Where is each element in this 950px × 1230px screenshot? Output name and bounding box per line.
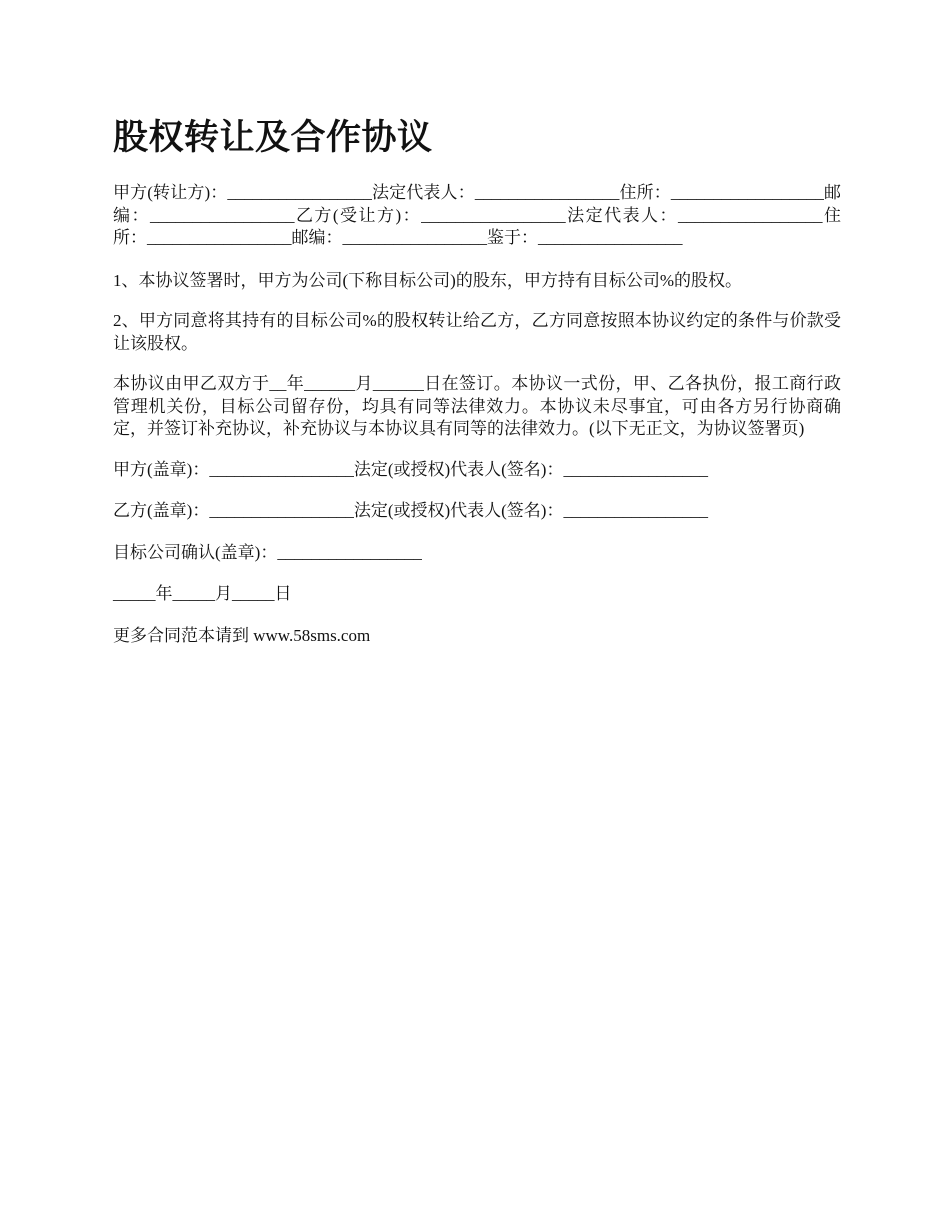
parties-paragraph: 甲方(转让方)：_________________法定代表人：_________________住所：__________________邮编：_________________乙方(受让方)：_________________法定代表人：_________________住所：_________________邮编：_________________鉴于：_________________: [113, 183, 841, 247]
signature-target-company: 目标公司确认(盖章)：_________________: [113, 542, 422, 562]
date-line: _____年_____月_____日: [113, 584, 292, 603]
more-templates-link[interactable]: 更多合同范本请到 www.58sms.com: [113, 625, 371, 645]
signature-party-b: 乙方(盖章)：_________________法定(或授权)代表人(签名)：_________________: [113, 501, 708, 520]
clause-2: 2、甲方同意将其持有的目标公司%的股权转让给乙方，乙方同意按照本协议约定的条件与价款受让该股权。: [113, 311, 841, 353]
document-title: 股权转让及合作协议: [113, 118, 433, 158]
signature-party-a: 甲方(盖章)：_________________法定(或授权)代表人(签名)：_________________: [113, 459, 708, 479]
clause-1: 1、本协议签署时，甲方为公司(下称目标公司)的股东，甲方持有目标公司%的股权。: [113, 270, 742, 290]
document-page: [113, 112, 841, 647]
closing-paragraph: 本协议由甲乙双方于__年______月______日在签订。本协议一式份，甲、乙各执份，报工商行政管理机关份，目标公司留存份，均具有同等法律效力。本协议未尽事宜，可由各方另行协商确定，并签订补充协议，补充协议与本协议具有同等的法律效力。(以下无正文，为协议签署页): [113, 374, 841, 438]
